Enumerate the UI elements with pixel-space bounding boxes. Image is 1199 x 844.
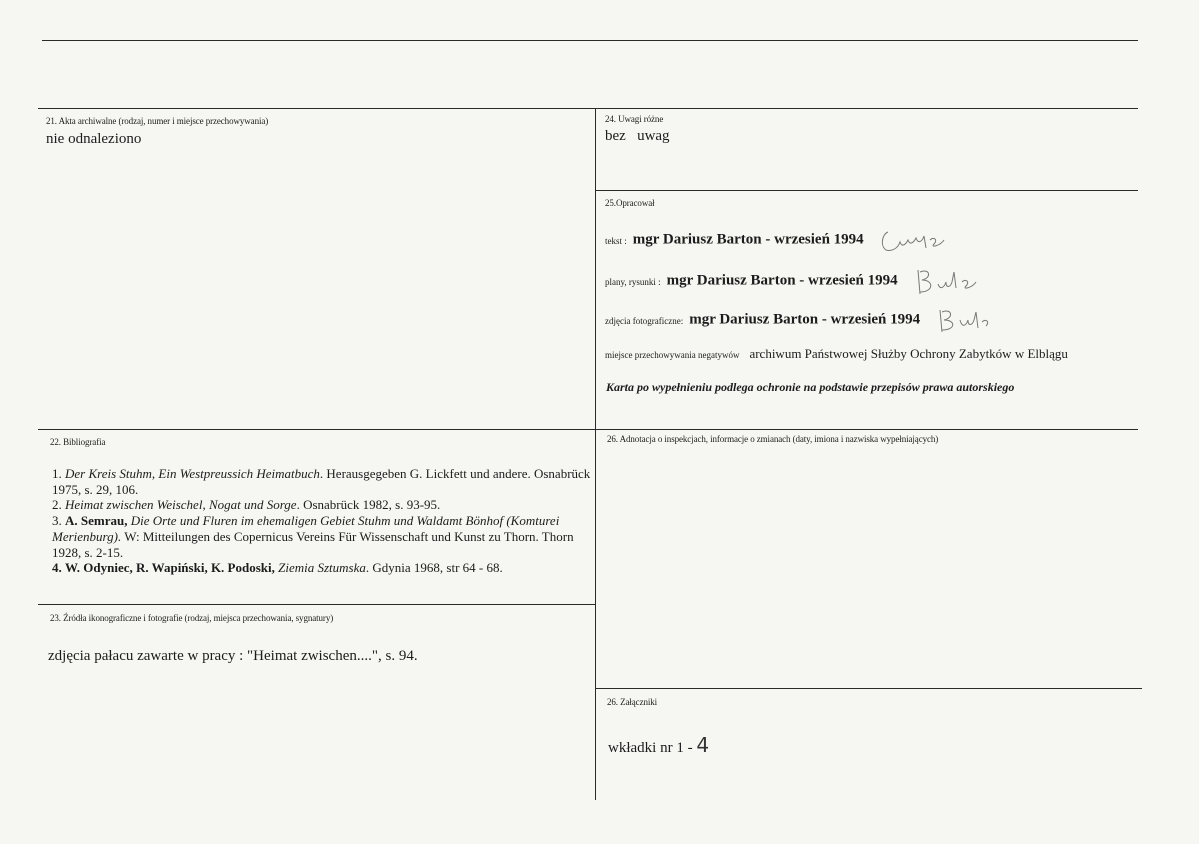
item-title: Ziemia Sztumska (278, 560, 366, 576)
bibliography-list (52, 466, 597, 576)
column-divider (595, 108, 596, 800)
item-title: Heimat zwischen Weischel, Nogat und Sorge (65, 497, 297, 513)
item-title: Die Orte und Fluren im ehemaligen Gebiet Stuhm und Waldamt Bönhof (Komturei Merienburg). (52, 513, 560, 544)
s23-value: zdjęcia pałacu zawarte w pracy : "Heimat zwischen....", s. 94. (48, 648, 418, 664)
s25-negatives (605, 345, 1068, 363)
signature-icon (912, 266, 982, 296)
s25-row-photos-value: mgr Dariusz Barton - wrzesień 1994 (689, 311, 921, 328)
s24-value: bez uwag (605, 128, 670, 144)
bibliography-item (52, 513, 597, 560)
item-number: 2. (52, 497, 62, 513)
item-rest: . Osnabrück 1982, s. 93-95. (296, 497, 441, 513)
s25-negatives-value: archiwum Państwowej Służby Ochrony Zabytków w Elblągu (749, 346, 1068, 361)
item-author: A. Semrau, (65, 513, 128, 529)
s22-label: 22. Bibliografia (50, 437, 106, 447)
copyright-note: Karta po wypełnieniu podlega ochronie na podstawie przepisów prawa autorskiego (606, 380, 1015, 394)
s26b-value (608, 733, 709, 757)
s26a-label: 26. Adnotacja o inspekcjach, informacje o zmianach (daty, imiona i nazwiska wypełniających) (607, 434, 939, 444)
s25-label: 25.Opracował (605, 198, 655, 208)
signature-icon (934, 306, 994, 334)
s25-row-photos-label: zdjęcia fotograficzne: (605, 315, 684, 326)
bibliography-item (52, 497, 597, 513)
s25-row-plans-label: plany, rysunki : (605, 276, 661, 287)
s25-row-photos (605, 306, 994, 334)
s26b-value-prefix: wkładki nr 1 - (608, 740, 693, 756)
s21-label: 21. Akta archiwalne (rodzaj, numer i miejsce przechowywania) (46, 116, 269, 126)
s25-rule (595, 190, 1138, 191)
s26b-label: 26. Załączniki (607, 697, 658, 707)
item-author: W. Odyniec, R. Wapiński, K. Podoski, (65, 560, 275, 576)
item-number: 3. (52, 513, 62, 529)
row2-rule (38, 429, 1138, 430)
item-title: Der Kreis Stuhm, Ein Westpreussich Heimatbuch (65, 466, 320, 481)
s23-rule (38, 604, 595, 605)
item-rest: . Gdynia 1968, str 64 - 68. (365, 560, 503, 576)
s21-value: nie odnaleziono (46, 131, 142, 147)
item-rest: . Herausgegeben G. Lickfett und andere. Osnabrück 1975, s. 29, 106. (52, 466, 591, 497)
item-number: 1. (52, 466, 62, 481)
row1-rule (38, 108, 1138, 109)
bibliography-item (52, 466, 597, 497)
bibliography-item (52, 560, 597, 576)
s24-label: 24. Uwagi różne (605, 114, 664, 124)
s25-row-text-value: mgr Dariusz Barton - wrzesień 1994 (632, 231, 864, 248)
s26b-rule (595, 688, 1142, 689)
s25-row-text (605, 226, 948, 254)
s26b-value-hand: 4 (696, 733, 710, 757)
s23-label: 23. Źródła ikonograficzne i fotografie (rodzaj, miejsca przechowania, sygnatury) (50, 613, 334, 623)
s25-row-plans-value: mgr Dariusz Barton - wrzesień 1994 (666, 272, 898, 289)
s25-row-text-label: tekst : (605, 235, 627, 246)
top-rule (42, 40, 1138, 41)
item-rest: W: Mitteilungen des Copernicus Vereins Für Wissenschaft und Kunst zu Thorn. Thorn 1928, s. 2-15. (52, 528, 574, 560)
item-number: 4. (52, 560, 62, 576)
s25-negatives-label: miejsce przechowywania negatywów (605, 350, 740, 360)
s25-row-plans (605, 266, 982, 296)
signature-icon (878, 226, 948, 254)
